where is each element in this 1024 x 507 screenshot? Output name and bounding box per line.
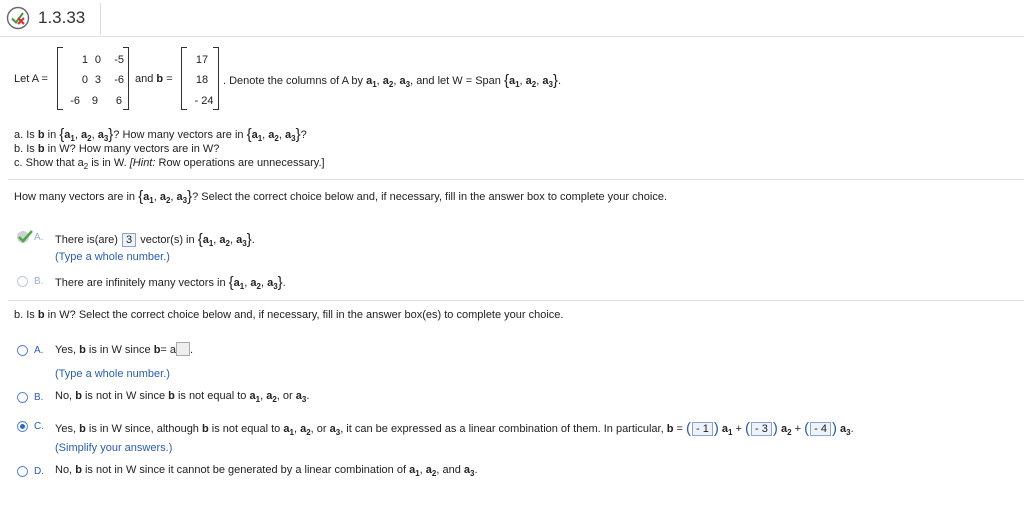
coefficient-1-input[interactable]: - 1 [692, 422, 713, 436]
option-b-letter: B. [34, 276, 44, 287]
part-b-option-a-text: Yes, b is in W since b= a . [55, 343, 194, 356]
vector-cell: 18 [195, 74, 209, 86]
vector-cell: - 24 [194, 95, 214, 107]
matrix-cell: -6 [114, 74, 124, 86]
coefficient-3-input[interactable]: - 4 [810, 422, 831, 436]
matrix-cell: 0 [94, 54, 101, 66]
part-a-prompt: How many vectors are in {$a_1$, $a_2$, $a_3$}? Select the correct choice below and, if necessary, fill in the answer box to complete your choice. [14, 188, 667, 205]
vector-cell: 17 [195, 54, 209, 66]
part-b-option-a-letter: A. [34, 345, 44, 356]
matrix-cell: 9 [91, 95, 98, 107]
let-a-label: Let A = [14, 73, 48, 85]
option-a-letter: A. [34, 232, 44, 243]
matrix-cell: 3 [94, 74, 101, 86]
question-c-text: c. Show that $a_2$ is in W. [Hint: Row operations are unnecessary.] [14, 157, 325, 171]
part-b-option-b-radio[interactable] [17, 392, 28, 403]
part-b-option-c-hint: (Simplify your answers.) [55, 442, 173, 454]
correct-check-icon [15, 229, 35, 245]
part-b-option-d-letter: D. [34, 466, 44, 477]
option-b-radio[interactable] [17, 276, 28, 287]
column-index-input[interactable] [176, 342, 190, 356]
question-number: 1.3.33 [38, 8, 86, 27]
part-b-option-d-text: No, b is not in W since it cannot be generated by a linear combination of $a_1$, $a_2$, and $a_3$. [55, 464, 478, 478]
option-b-text: There are infinitely many vectors in {$a_1$, $a_2$, $a_3$}. [55, 274, 286, 291]
denote-columns-text: . Denote the columns of A by $a_1$, $a_2$, $a_3$, and let W = Span {$a_1$, $a_2$, $a_3$}. [223, 72, 562, 89]
section-divider [8, 300, 1024, 301]
part-b-option-c-radio[interactable] [17, 421, 28, 432]
matrix-cell: 0 [81, 74, 88, 86]
question-header [0, 0, 1024, 37]
header-divider [100, 3, 101, 35]
question-b-text: b. Is b in W? How many vectors are in W? [14, 143, 220, 155]
matrix-cell: -5 [114, 54, 124, 66]
option-a-text: There is(are) 3 vector(s) in {$a_1$, $a_2$, $a_3$}. [55, 231, 255, 248]
and-b-label: and b = [135, 73, 173, 85]
part-b-option-c-letter: C. [34, 421, 44, 432]
matrix-cell: 1 [81, 54, 88, 66]
partially-correct-icon [6, 6, 30, 30]
question-a-text: a. Is b in {$a_1$, $a_2$, $a_3$}? How many vectors are in {$a_1$, $a_2$, $a_3$}? [14, 126, 307, 143]
part-b-option-b-letter: B. [34, 392, 44, 403]
part-b-option-b-text: No, b is not in W since b is not equal to $a_1$, $a_2$, or $a_3$. [55, 390, 310, 404]
matrix-cell: -6 [70, 95, 80, 107]
section-divider [8, 179, 1024, 180]
part-b-option-c-text: Yes, b is in W since, although b is not equal to $a_1$, $a_2$, or $a_3$, it can be expressed as a linear combination of them. In particular, b = ( - 1 ) $a_1$ + ( - 3 ) $a_2$ + ( - 4 ) $a_3$. [55, 420, 854, 437]
matrix-cell: 6 [115, 95, 122, 107]
part-b-option-a-radio[interactable] [17, 345, 28, 356]
part-b-option-d-radio[interactable] [17, 466, 28, 477]
part-b-prompt: b. Is b in W? Select the correct choice below and, if necessary, fill in the answer box(es) to complete your choice. [14, 309, 564, 321]
coefficient-2-input[interactable]: - 3 [751, 422, 772, 436]
option-a-hint: (Type a whole number.) [55, 251, 170, 263]
part-b-option-a-hint: (Type a whole number.) [55, 368, 170, 380]
vector-count-answer[interactable]: 3 [122, 233, 136, 247]
